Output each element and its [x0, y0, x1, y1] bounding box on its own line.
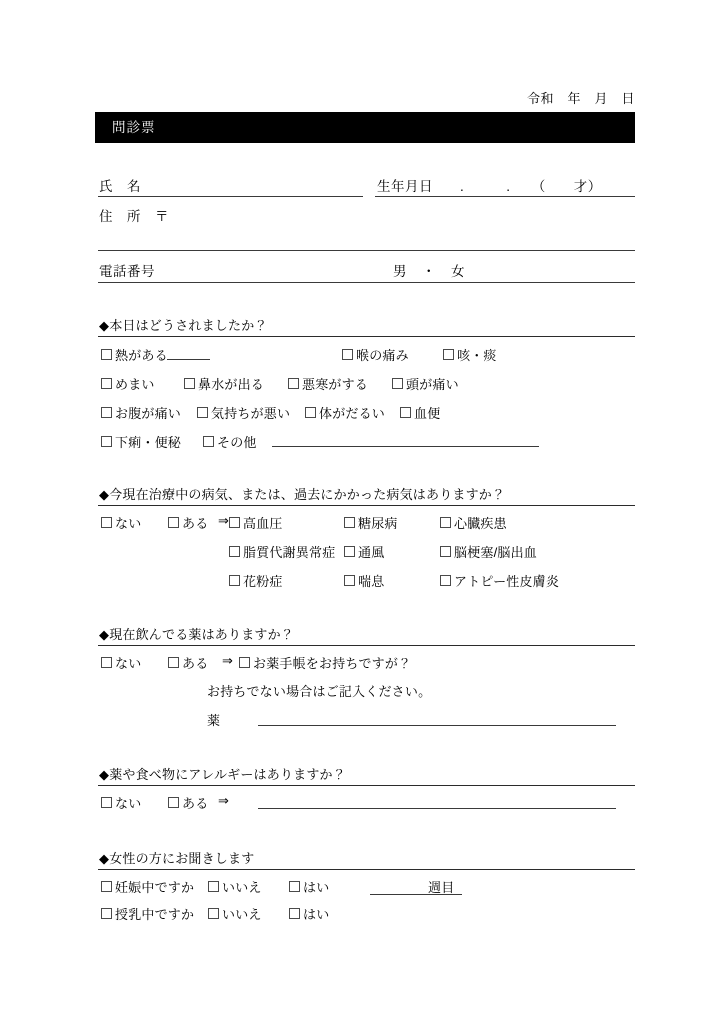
checkbox-box-icon[interactable]: [229, 575, 240, 586]
checkbox-label: 通風: [358, 545, 385, 560]
checkbox-chills[interactable]: [288, 374, 368, 393]
checkbox-label: 花粉症: [243, 574, 283, 589]
checkbox-dyslipidemia[interactable]: [229, 542, 335, 561]
name-label: 氏 名: [99, 179, 141, 194]
checkbox-diarrhea-constipation[interactable]: [101, 432, 181, 451]
checkbox-box-icon[interactable]: [342, 349, 353, 360]
section-title-women: ◆女性の方にお聞きします: [99, 851, 255, 866]
checkbox-label: 体がだるい: [319, 406, 386, 421]
checkbox-label: お腹が痛い: [115, 406, 182, 421]
checkbox-history-yes[interactable]: [168, 513, 208, 532]
sex-selector[interactable]: 男 ・ 女: [393, 264, 466, 279]
checkbox-cough-phlegm[interactable]: [443, 345, 497, 364]
checkbox-label: ない: [115, 796, 142, 811]
section-rule-women: [98, 869, 635, 870]
checkbox-label: 脳梗塞/脳出血: [454, 545, 538, 560]
checkbox-box-icon[interactable]: [443, 349, 454, 360]
checkbox-fever[interactable]: [101, 345, 168, 364]
medication-input-line[interactable]: [258, 725, 616, 726]
checkbox-pregnant-question[interactable]: [101, 877, 194, 896]
checkbox-box-icon[interactable]: [440, 546, 451, 557]
birthdate-pattern: . . （ 才）: [460, 179, 602, 194]
arrow-icon: ⇒: [218, 793, 229, 808]
name-input-line[interactable]: [98, 196, 363, 197]
arrow-icon: ⇒: [218, 513, 229, 528]
checkbox-label: 糖尿病: [358, 516, 398, 531]
checkbox-medication-yes[interactable]: [168, 653, 208, 672]
checkbox-box-icon[interactable]: [229, 546, 240, 557]
other-symptom-input-line[interactable]: [272, 446, 539, 447]
checkbox-box-icon[interactable]: [101, 657, 112, 668]
checkbox-dizziness[interactable]: [101, 374, 155, 393]
checkbox-hay-fever[interactable]: [229, 571, 283, 590]
checkbox-atopic-dermatitis[interactable]: [440, 571, 559, 590]
checkbox-breastfeeding-yes[interactable]: [289, 904, 329, 923]
checkbox-bloody-stool[interactable]: [400, 403, 440, 422]
checkbox-label: その他: [217, 435, 257, 450]
section-rule-medical-history: [98, 505, 635, 506]
checkbox-label: ない: [115, 656, 142, 671]
checkbox-sore-throat[interactable]: [342, 345, 409, 364]
checkbox-breastfeeding-no[interactable]: [208, 904, 262, 923]
checkbox-label: 喘息: [358, 574, 385, 589]
checkbox-box-icon[interactable]: [168, 517, 179, 528]
checkbox-box-icon[interactable]: [168, 797, 179, 808]
checkbox-other-symptom[interactable]: [203, 432, 257, 451]
checkbox-label: 鼻水が出る: [198, 377, 265, 392]
checkbox-label: 脂質代謝異常症: [243, 545, 336, 560]
checkbox-label: はい: [303, 907, 330, 922]
checkbox-label: いいえ: [222, 907, 262, 922]
checkbox-box-icon[interactable]: [344, 517, 355, 528]
checkbox-allergy-yes[interactable]: [168, 793, 208, 812]
medication-drug-label: 薬: [207, 713, 221, 728]
section-title-allergies: ◆薬や食べ物にアレルギーはありますか？: [99, 767, 346, 782]
section-rule-medications: [98, 645, 635, 646]
checkbox-box-icon[interactable]: [400, 407, 411, 418]
checkbox-label: ない: [115, 516, 142, 531]
checkbox-runny-nose[interactable]: [184, 374, 264, 393]
checkbox-label: 授乳中ですか: [115, 907, 195, 922]
pregnancy-week-label: 週目: [428, 880, 455, 895]
checkbox-label: 頭が痛い: [406, 377, 459, 392]
checkbox-label: 咳・痰: [457, 348, 497, 363]
birthdate-label: 生年月日: [377, 179, 433, 194]
checkbox-box-icon[interactable]: [289, 881, 300, 892]
section-rule-visit-reason: [98, 336, 635, 337]
checkbox-diabetes[interactable]: [344, 513, 398, 532]
checkbox-box-icon[interactable]: [208, 908, 219, 919]
checkbox-label: 下痢・便秘: [115, 435, 182, 450]
address-input-line[interactable]: [98, 250, 635, 251]
checkbox-box-icon[interactable]: [239, 657, 250, 668]
checkbox-allergy-none[interactable]: [101, 793, 141, 812]
address-label: 住 所 〒: [99, 209, 169, 224]
checkbox-nausea[interactable]: [197, 403, 290, 422]
checkbox-pregnant-yes[interactable]: [289, 877, 329, 896]
section-rule-allergies: [98, 785, 635, 786]
checkbox-box-icon[interactable]: [289, 908, 300, 919]
checkbox-label: 喉の痛み: [356, 348, 409, 363]
checkbox-gout[interactable]: [344, 542, 384, 561]
arrow-icon: ⇒: [222, 653, 233, 668]
checkbox-label: 気持ちが悪い: [211, 406, 291, 421]
form-title: 問診票: [112, 120, 156, 135]
checkbox-stomach-ache[interactable]: [101, 403, 181, 422]
section-title-medications: ◆現在飲んでる薬はありますか？: [99, 627, 294, 642]
checkbox-box-icon[interactable]: [208, 881, 219, 892]
checkbox-history-none[interactable]: [101, 513, 141, 532]
checkbox-box-icon[interactable]: [101, 378, 112, 389]
checkbox-label: ある: [182, 796, 209, 811]
checkbox-box-icon[interactable]: [440, 575, 451, 586]
checkbox-label: 熱がある: [115, 348, 168, 363]
checkbox-label: 高血圧: [243, 516, 283, 531]
checkbox-label: めまい: [115, 377, 155, 392]
checkbox-hypertension[interactable]: [229, 513, 283, 532]
phone-label: 電話番号: [99, 264, 155, 279]
checkbox-box-icon[interactable]: [101, 797, 112, 808]
checkbox-box-icon[interactable]: [101, 517, 112, 528]
phone-input-line[interactable]: [98, 282, 635, 283]
checkbox-pregnant-no[interactable]: [208, 877, 262, 896]
checkbox-heart-disease[interactable]: [440, 513, 507, 532]
checkbox-medication-none[interactable]: [101, 653, 141, 672]
checkbox-breastfeeding-question[interactable]: [101, 904, 194, 923]
form-title-bar: [95, 112, 635, 143]
checkbox-label: ある: [182, 656, 209, 671]
checkbox-box-icon[interactable]: [101, 349, 112, 360]
checkbox-label: アトピー性皮膚炎: [454, 574, 560, 589]
fever-temperature-line[interactable]: [167, 359, 210, 360]
era-date-line: 令和 年 月 日: [526, 91, 635, 106]
checkbox-box-icon[interactable]: [101, 908, 112, 919]
birthdate-input-line[interactable]: [375, 196, 635, 197]
pregnancy-week-input-line[interactable]: [370, 894, 462, 895]
checkbox-label: 悪寒がする: [302, 377, 369, 392]
checkbox-box-icon[interactable]: [197, 407, 208, 418]
checkbox-box-icon[interactable]: [440, 517, 451, 528]
checkbox-box-icon[interactable]: [168, 657, 179, 668]
checkbox-label: ある: [182, 516, 209, 531]
checkbox-box-icon[interactable]: [184, 378, 195, 389]
checkbox-medication-notebook[interactable]: [239, 653, 411, 672]
checkbox-asthma[interactable]: [344, 571, 384, 590]
checkbox-box-icon[interactable]: [344, 546, 355, 557]
checkbox-label: お薬手帳をお持ちですが？: [253, 656, 412, 671]
checkbox-box-icon[interactable]: [392, 378, 403, 389]
checkbox-label: 血便: [414, 406, 441, 421]
section-title-visit-reason: ◆本日はどうされましたか？: [99, 318, 268, 333]
allergy-input-line[interactable]: [258, 808, 616, 809]
checkbox-box-icon[interactable]: [288, 378, 299, 389]
section-title-medical-history: ◆今現在治療中の病気、または、過去にかかった病気はありますか？: [99, 487, 506, 502]
checkbox-box-icon[interactable]: [229, 517, 240, 528]
checkbox-fatigue[interactable]: [305, 403, 385, 422]
checkbox-label: 心臓疾患: [454, 516, 507, 531]
checkbox-box-icon[interactable]: [203, 436, 214, 447]
checkbox-stroke[interactable]: [440, 542, 537, 561]
checkbox-box-icon[interactable]: [101, 881, 112, 892]
checkbox-label: はい: [303, 880, 330, 895]
checkbox-box-icon[interactable]: [305, 407, 316, 418]
checkbox-box-icon[interactable]: [101, 436, 112, 447]
checkbox-box-icon[interactable]: [101, 407, 112, 418]
checkbox-label: 妊娠中ですか: [115, 880, 195, 895]
medication-instruction: お持ちでない場合はご記入ください。: [207, 684, 432, 699]
checkbox-headache[interactable]: [392, 374, 459, 393]
checkbox-box-icon[interactable]: [344, 575, 355, 586]
checkbox-label: いいえ: [222, 880, 262, 895]
